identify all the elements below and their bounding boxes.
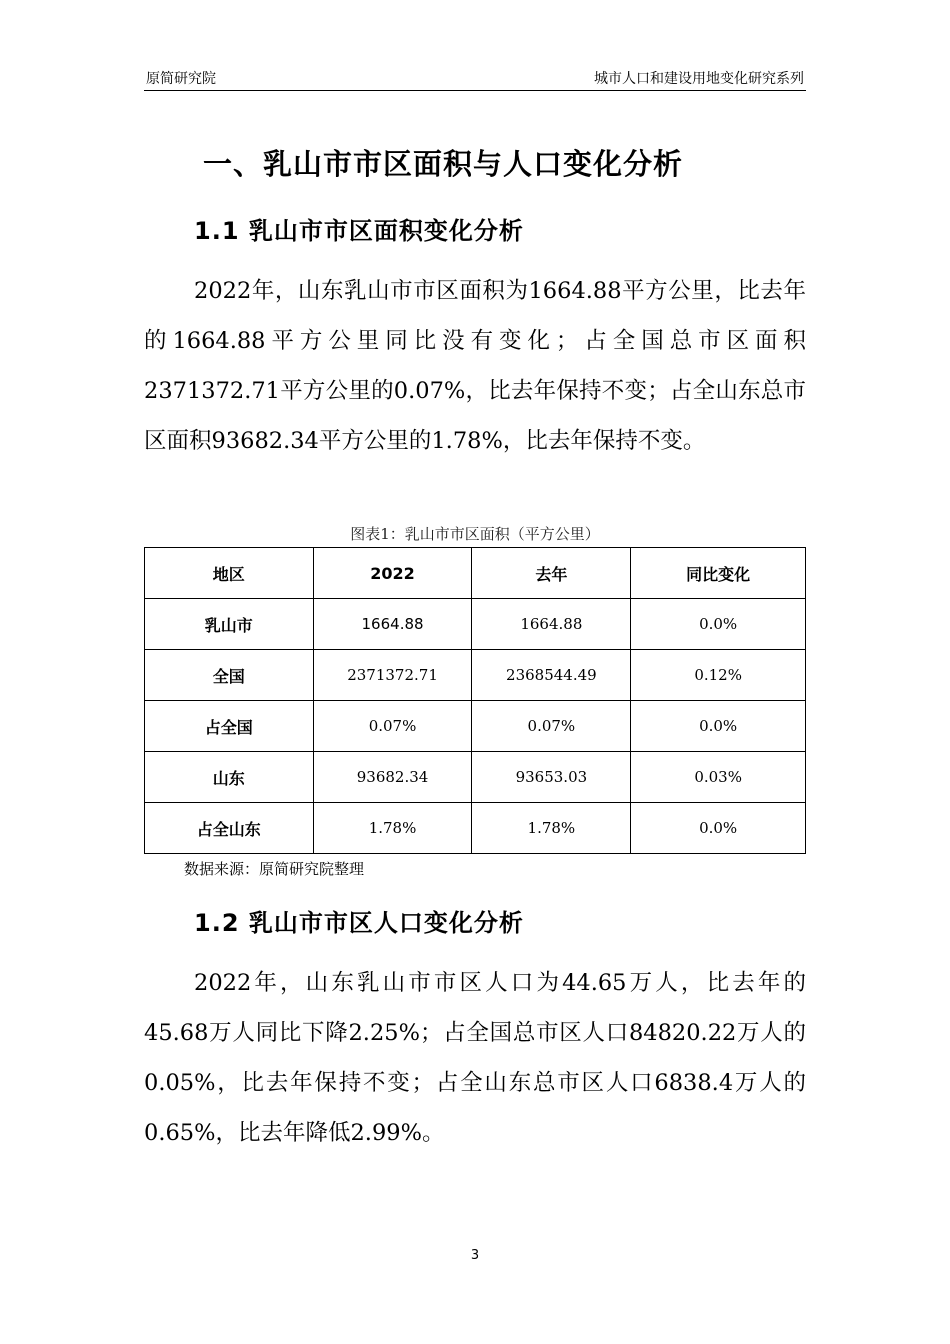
table-row: [145, 803, 806, 854]
cell-change: 0.0%: [631, 803, 806, 854]
cell-2022: 1.78%: [313, 803, 472, 854]
col-header-change: 同比变化: [631, 548, 806, 599]
cell-last-year: 1.78%: [472, 803, 631, 854]
cell-change: 0.03%: [631, 752, 806, 803]
table-row: [145, 701, 806, 752]
table-header-row: [145, 548, 806, 599]
cell-2022: 1664.88: [313, 599, 472, 650]
cell-last-year: 0.07%: [472, 701, 631, 752]
cell-2022: 0.07%: [313, 701, 472, 752]
table-source-note: 数据来源：原简研究院整理: [184, 860, 365, 878]
section-2-paragraph: 2022年，山东乳山市市区人口为44.65万人，比去年的45.68万人同比下降2.25%；占全国总市区人口84820.22万人的0.05%，比去年保持不变；占全山东总市区人口6838.4万人的0.65%，比去年降低2.99%。: [144, 970, 806, 1146]
cell-change: 0.0%: [631, 701, 806, 752]
row-region: 全国: [145, 650, 314, 701]
cell-last-year: 2368544.49: [472, 650, 631, 701]
row-region: 占全国: [145, 701, 314, 752]
area-table: [144, 547, 806, 854]
table-row: [145, 599, 806, 650]
table-row: [145, 650, 806, 701]
table-row: [145, 752, 806, 803]
chapter-heading: 一、乳山市市区面积与人口变化分析: [203, 147, 684, 181]
section-2-title: 1.2 乳山市市区人口变化分析: [194, 909, 524, 937]
col-header-region: 地区: [145, 548, 314, 599]
row-region: 占全山东: [145, 803, 314, 854]
section-1-paragraph: 2022年，山东乳山市市区面积为1664.88平方公里，比去年的1664.88平方公里同比没有变化；占全国总市区面积2371372.71平方公里的0.07%，比去年保持不变；占全山东总市区面积93682.34平方公里的1.78%，比去年保持不变。: [144, 278, 806, 454]
row-region: 乳山市: [145, 599, 314, 650]
header-series-title: 城市人口和建设用地变化研究系列: [594, 71, 804, 87]
header-org-name: 原简研究院: [146, 71, 216, 87]
row-region: 山东: [145, 752, 314, 803]
col-header-last-year: 去年: [472, 548, 631, 599]
table-caption: 图表1：乳山市市区面积（平方公里）: [350, 525, 600, 543]
cell-2022: 93682.34: [313, 752, 472, 803]
page-number: 3: [470, 1248, 480, 1263]
cell-last-year: 1664.88: [472, 599, 631, 650]
col-header-2022: 2022: [313, 548, 472, 599]
cell-2022: 2371372.71: [313, 650, 472, 701]
cell-change: 0.12%: [631, 650, 806, 701]
cell-change: 0.0%: [631, 599, 806, 650]
section-1-title: 1.1 乳山市市区面积变化分析: [194, 217, 524, 245]
page-header: [144, 64, 806, 91]
cell-last-year: 93653.03: [472, 752, 631, 803]
